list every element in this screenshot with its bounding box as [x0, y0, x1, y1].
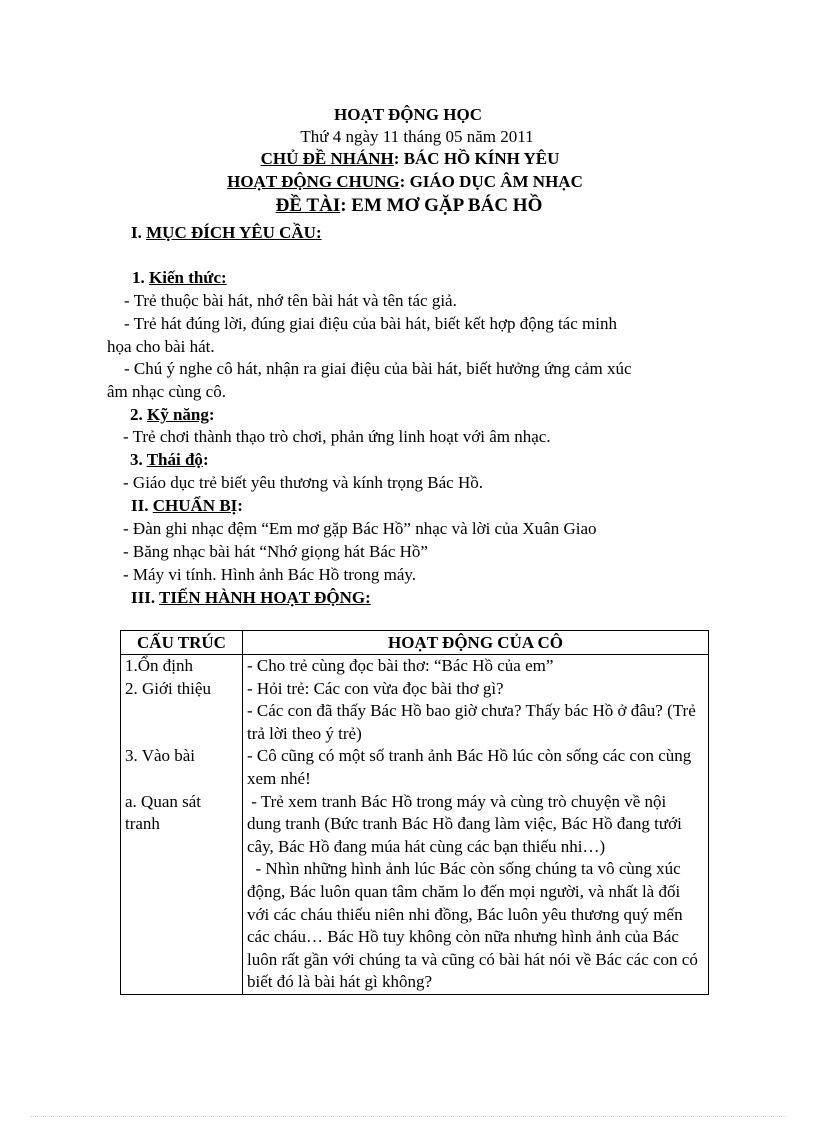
activity-para-5: - Trẻ xem tranh Bác Hồ trong máy và cùng trò chuyện về nội dung tranh (Bức tranh Bác Hồ đang làm việc, Bác Hồ đang tưới cây, Bác Hồ đang múa hát cùng các bạn thiếu nhi…)	[247, 791, 687, 856]
structure-spacer	[125, 723, 238, 746]
skills-heading	[130, 404, 215, 426]
attitude-line-1: - Giáo dục trẻ biết yêu thương và kính trọng Bác Hồ.	[123, 473, 484, 492]
attitude-title: Thái độ	[146, 450, 203, 469]
activity-para-4: - Cô cũng có một số tranh ảnh Bác Hồ lúc còn sống các con cùng xem nhé!	[247, 746, 692, 788]
section-1-number: I.	[131, 223, 147, 242]
skills-line-1: - Trẻ chơi thành thạo trò chơi, phản ứng linh hoạt với âm nhạc.	[123, 427, 551, 446]
section-2-title: CHUẨN BỊ	[152, 496, 238, 515]
attitude-colon: :	[202, 450, 209, 469]
activity-line	[0, 171, 816, 193]
skills-colon: :	[208, 405, 215, 424]
document-title: HOẠT ĐỘNG HỌC	[334, 105, 482, 124]
attitude-number: 3.	[130, 450, 147, 469]
structure-observe-cont: tranh	[125, 814, 160, 834]
subject-label: ĐỀ TÀI	[275, 195, 341, 216]
knowledge-line-5: âm nhạc cùng cô.	[107, 382, 226, 401]
activity-table	[120, 630, 709, 995]
prep-line-3: - Máy vi tính. Hình ảnh Bác Hồ trong máy.	[123, 565, 417, 584]
prep-line-2: - Băng nhạc bài hát “Nhớ giọng hát Bác Hồ”	[123, 542, 428, 561]
document-date: Thứ 4 ngày 11 tháng 05 năm 2011	[300, 127, 534, 146]
knowledge-line-1: - Trẻ thuộc bài hát, nhớ tên bài hát và tên tác giả.	[124, 291, 457, 310]
table-row	[121, 655, 709, 995]
activity-cell	[243, 655, 709, 995]
section-2-heading	[131, 495, 243, 517]
attitude-heading	[130, 449, 209, 471]
section-3-number: III.	[131, 588, 160, 607]
structure-main: 3. Vào bài	[125, 746, 196, 766]
topic-label: CHỦ ĐỀ NHÁNH	[260, 149, 394, 168]
page-bottom-divider	[30, 1116, 786, 1117]
topic-line	[0, 148, 816, 170]
subject-line	[0, 195, 816, 217]
activity-para-3: - Các con đã thấy Bác Hồ bao giờ chưa? Thấy bác Hồ ở đâu? (Trẻ trả lời theo ý trẻ)	[247, 701, 696, 743]
knowledge-number: 1.	[132, 268, 149, 287]
activity-para-6: - Nhìn những hình ảnh lúc Bác còn sống chúng ta vô cùng xúc động, Bác luôn quan tâm chăm lo đến mọi người, và nhất là đối với các cháu thiếu niên nhi đồng, Bác luôn yêu thương quý mến các cháu… Bác Hồ tuy không còn nữa nhưng hình ảnh của Bác luôn rất gần với chúng ta và cũng có bài hát nói về Bác các con có biết đó là bài hát gì không?	[247, 859, 703, 992]
section-2-colon: :	[237, 496, 243, 515]
activity-para-2: - Hỏi trẻ: Các con vừa đọc bài thơ gì?	[247, 678, 504, 698]
structure-spacer	[125, 768, 238, 791]
knowledge-line-3: họa cho bài hát.	[107, 337, 215, 356]
structure-introduce: 2. Giới thiệu	[125, 678, 211, 698]
structure-cell	[121, 655, 243, 995]
section-2-number: II.	[131, 496, 153, 515]
skills-number: 2.	[130, 405, 147, 424]
table-header-activity: HOẠT ĐỘNG CỦA CÔ	[243, 631, 709, 655]
activity-para-1: - Cho trẻ cùng đọc bài thơ: “Bác Hồ của em”	[247, 656, 554, 675]
table-header-structure: CẤU TRÚC	[121, 631, 243, 655]
section-1-heading	[131, 222, 322, 244]
prep-line-1: - Đàn ghi nhạc đệm “Em mơ gặp Bác Hồ” nhạc và lời của Xuân Giao	[123, 519, 597, 538]
topic-value: : BÁC HỒ KÍNH YÊU	[393, 149, 560, 168]
structure-spacer	[125, 700, 238, 723]
activity-label: HOẠT ĐỘNG CHUNG	[227, 172, 400, 191]
section-3-heading	[131, 587, 371, 609]
knowledge-heading	[132, 267, 227, 289]
subject-value: : EM MƠ GẶP BÁC HỒ	[340, 195, 543, 216]
knowledge-line-2: - Trẻ hát đúng lời, đúng giai điệu của bài hát, biết kết hợp động tác minh	[124, 314, 617, 333]
activity-value: : GIÁO DỤC ÂM NHẠC	[399, 172, 583, 191]
knowledge-line-4: - Chú ý nghe cô hát, nhận ra giai điệu của bài hát, biết hưởng ứng cảm xúc	[124, 359, 632, 378]
table-header-row	[121, 631, 709, 655]
section-1-title: MỤC ĐÍCH YÊU CẦU:	[146, 223, 322, 242]
knowledge-title: Kiến thức:	[149, 268, 227, 287]
structure-observe: a. Quan sát	[125, 791, 202, 811]
structure-stabilize: 1.Ổn định	[125, 656, 193, 675]
skills-title: Kỹ năng	[147, 405, 209, 424]
section-3-title: TIẾN HÀNH HOẠT ĐỘNG:	[159, 588, 371, 607]
